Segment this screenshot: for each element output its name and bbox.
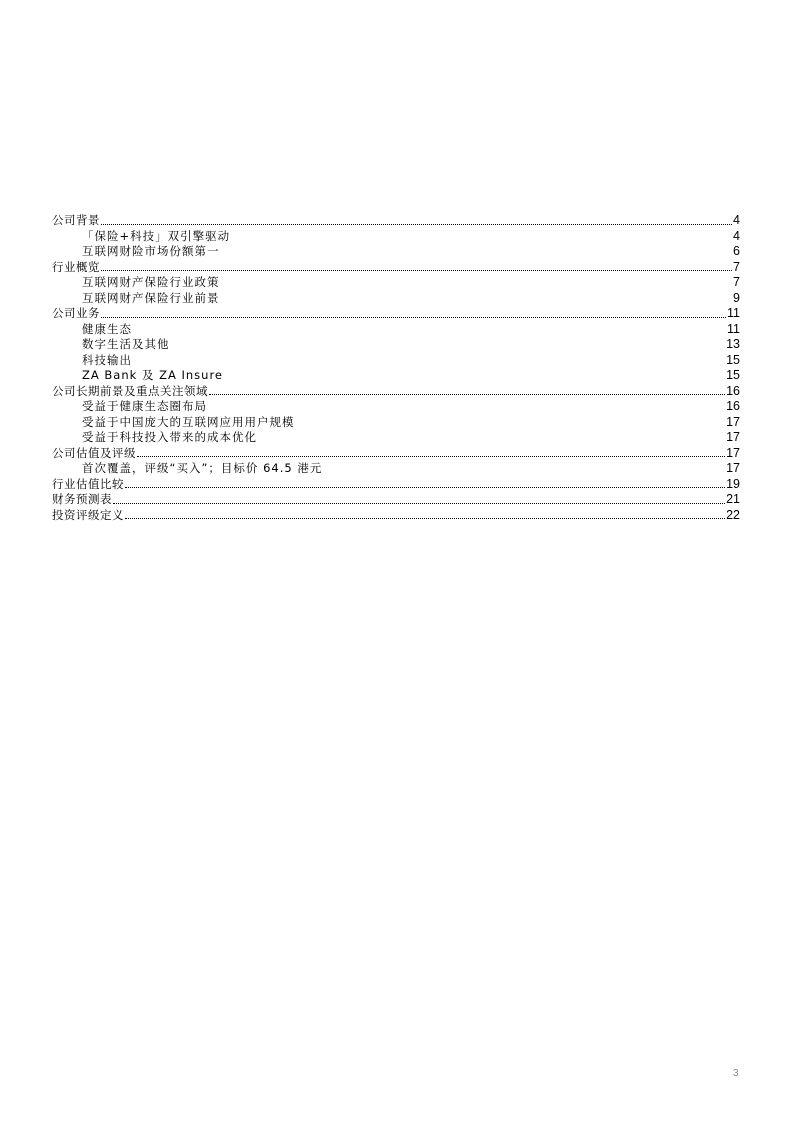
toc-entry-title: 行业概览 (52, 259, 100, 274)
page-number: 3 (733, 1068, 739, 1079)
toc-dot-leader (133, 332, 726, 333)
toc-subentry[interactable] (52, 461, 740, 477)
toc-entry-page: 11 (727, 321, 740, 336)
toc-dot-leader (231, 239, 732, 240)
toc-entry-title: 数字生活及其他 (82, 337, 170, 351)
toc-subentry[interactable] (52, 275, 740, 291)
toc-entry-title: 公司长期前景及重点关注领域 (52, 383, 208, 398)
toc-dot-leader (101, 224, 732, 225)
toc-dot-leader (171, 348, 726, 349)
toc-entry-page: 17 (726, 461, 740, 475)
toc-subentry[interactable] (52, 368, 740, 384)
toc-dot-leader (224, 379, 725, 380)
toc-subentry[interactable] (52, 430, 740, 446)
toc-entry-title: 科技输出 (82, 352, 132, 367)
toc-entry-title: 公司背景 (52, 213, 100, 227)
toc-entry-page: 22 (726, 507, 740, 522)
toc-entry-title: 「保险+科技」双引擎驱动 (82, 228, 231, 243)
toc-entry[interactable] (52, 446, 740, 462)
toc-dot-leader (296, 425, 726, 426)
toc-entry-page: 16 (726, 399, 740, 413)
toc-dot-leader (221, 286, 733, 287)
toc-dot-leader (125, 518, 725, 519)
toc-entry-page: 4 (733, 228, 740, 243)
toc-entry-page: 19 (726, 476, 740, 491)
toc-subentry[interactable] (52, 244, 740, 260)
toc-dot-leader (323, 472, 725, 473)
toc-entry-page: 15 (726, 368, 740, 382)
toc-entry[interactable] (52, 213, 740, 229)
toc-subentry[interactable] (52, 291, 740, 307)
toc-entry-title: 财务预测表 (52, 492, 112, 506)
toc-entry[interactable] (52, 384, 740, 400)
toc-entry[interactable] (52, 260, 740, 276)
toc-entry-page: 9 (733, 290, 740, 305)
toc-entry-page: 11 (727, 306, 740, 320)
toc-dot-leader (258, 441, 725, 442)
toc-entry-page: 4 (733, 213, 740, 227)
toc-dot-leader (209, 394, 725, 395)
toc-subentry[interactable] (52, 415, 740, 431)
toc-dot-leader (137, 456, 725, 457)
toc-subentry[interactable] (52, 337, 740, 353)
toc-entry-page: 17 (726, 414, 740, 429)
toc-dot-leader (221, 255, 733, 256)
toc-entry-title: 公司估值及评级 (52, 445, 136, 460)
toc-entry[interactable] (52, 508, 740, 524)
toc-entry-title: 投资评级定义 (52, 507, 124, 522)
toc-entry-title: 行业估值比较 (52, 476, 124, 491)
toc-entry-title: 首次覆盖，评级“买入”；目标价 64.5 港元 (82, 461, 323, 475)
toc-dot-leader (101, 270, 732, 271)
toc-dot-leader (221, 301, 733, 302)
toc-subentry[interactable] (52, 229, 740, 245)
toc-entry-title: 互联网财产保险行业政策 (82, 275, 220, 289)
toc-subentry[interactable] (52, 353, 740, 369)
toc-entry-title: 互联网财产保险行业前景 (82, 290, 220, 305)
toc-dot-leader (101, 317, 726, 318)
toc-entry-page: 6 (733, 244, 740, 258)
toc-subentry[interactable] (52, 322, 740, 338)
toc-entry-page: 21 (726, 492, 740, 506)
toc-entry-title: 受益于中国庞大的互联网应用用户规模 (82, 414, 295, 429)
table-of-contents (52, 213, 740, 523)
toc-entry-page: 17 (726, 445, 740, 460)
toc-entry-page: 7 (733, 275, 740, 289)
toc-dot-leader (208, 410, 725, 411)
toc-entry-page: 15 (726, 352, 740, 367)
toc-entry[interactable] (52, 477, 740, 493)
toc-entry-title: 健康生态 (82, 321, 132, 336)
toc-entry[interactable] (52, 306, 740, 322)
toc-entry[interactable] (52, 492, 740, 508)
toc-entry-title: 公司业务 (52, 306, 100, 320)
toc-entry-title: 受益于科技投入带来的成本优化 (82, 430, 257, 444)
toc-dot-leader (133, 363, 725, 364)
toc-entry-page: 7 (733, 259, 740, 274)
toc-entry-title: ZA Bank 及 ZA Insure (82, 368, 224, 382)
toc-entry-page: 13 (726, 337, 740, 351)
toc-entry-title: 互联网财险市场份额第一 (82, 244, 220, 258)
toc-entry-page: 17 (726, 430, 740, 444)
toc-dot-leader (113, 503, 725, 504)
toc-dot-leader (125, 487, 725, 488)
toc-entry-page: 16 (726, 383, 740, 398)
toc-entry-title: 受益于健康生态圈布局 (82, 399, 207, 413)
toc-subentry[interactable] (52, 399, 740, 415)
